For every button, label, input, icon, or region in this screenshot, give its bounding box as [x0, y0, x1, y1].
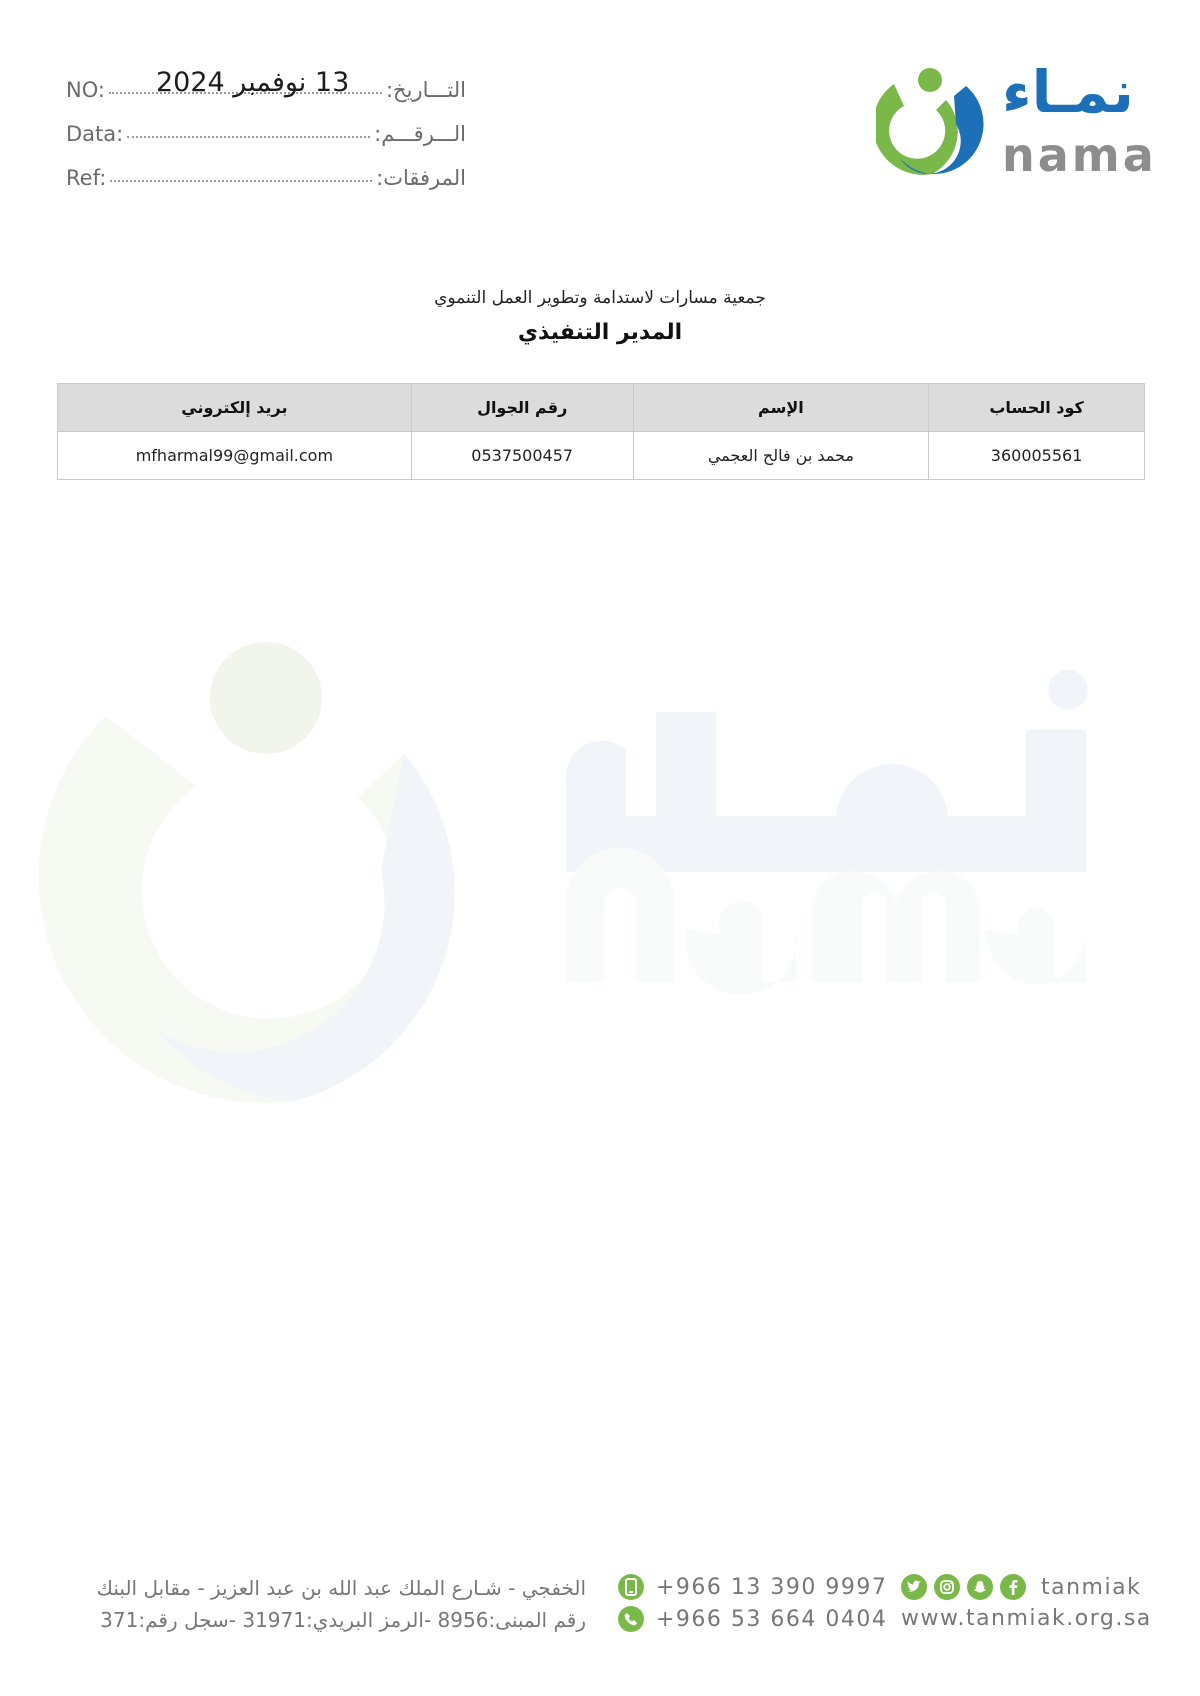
phone-number-2: +966 53 664 0404: [656, 1606, 888, 1632]
social-handle: tanmiak: [1041, 1574, 1142, 1600]
address-line-2: رقم المبنى:8956 -الرمز البريدي:31971 -سجل رقم:371: [100, 1608, 586, 1632]
number-dotted-line: [127, 136, 370, 138]
ref-label: Ref:: [66, 166, 107, 190]
address-line-1: الخفجي - شـارع الملك عبد الله بن عبد العزيز - مقابل البنك: [96, 1576, 586, 1600]
logo-arabic-text: نمـاء: [1002, 58, 1134, 126]
phone-row-2: [618, 1606, 887, 1632]
watermark-logo-icon: [36, 640, 1146, 1110]
attachments-row: [66, 146, 466, 190]
cell-email: mfharmal99@gmail.com: [58, 432, 412, 480]
header-account-code: كود الحساب: [929, 384, 1145, 432]
footer: [0, 1570, 1200, 1650]
phone-number-1: +966 13 390 9997: [656, 1574, 888, 1600]
no-label: NO:: [66, 78, 105, 102]
twitter-icon[interactable]: [901, 1574, 927, 1600]
document-title: المدير التنفيذي: [517, 320, 683, 345]
header-email: بريد إلكتروني: [58, 384, 412, 432]
header-mobile: رقم الجوال: [411, 384, 633, 432]
facebook-icon[interactable]: [1000, 1574, 1026, 1600]
organization-name: جمعية مسارات لاستدامة وتطوير العمل التنموي: [434, 288, 766, 308]
snapchat-icon[interactable]: [967, 1574, 993, 1600]
date-row: [66, 58, 466, 102]
whatsapp-icon: [618, 1606, 644, 1632]
social-links: [901, 1574, 1141, 1600]
nama-logo-mark-icon: [876, 66, 986, 180]
mobile-phone-icon: [618, 1574, 644, 1600]
header-meta: [66, 58, 466, 190]
data-label: Data:: [66, 122, 124, 146]
table-row: [58, 432, 1145, 480]
number-row: [66, 102, 466, 146]
attachments-label: المرفقات:: [376, 166, 466, 190]
cell-mobile: 0537500457: [411, 432, 633, 480]
contact-table: [57, 383, 1145, 480]
nama-logo: [876, 58, 1157, 186]
table-header-row: [58, 384, 1145, 432]
website-link[interactable]: www.tanmiak.org.sa: [901, 1606, 1152, 1631]
logo-latin-text: nama: [1002, 128, 1157, 182]
date-label: التـــاريخ:: [385, 78, 466, 102]
phone-row-1: [618, 1574, 887, 1600]
instagram-icon[interactable]: [934, 1574, 960, 1600]
cell-name: محمد بن فالح العجمي: [633, 432, 929, 480]
attachments-dotted-line: [110, 180, 372, 182]
number-label: الـــرقـــم:: [374, 122, 466, 146]
cell-account-code: 360005561: [929, 432, 1145, 480]
header-name: الإسم: [633, 384, 929, 432]
date-value: 13 نوفمبر 2024: [156, 67, 350, 98]
